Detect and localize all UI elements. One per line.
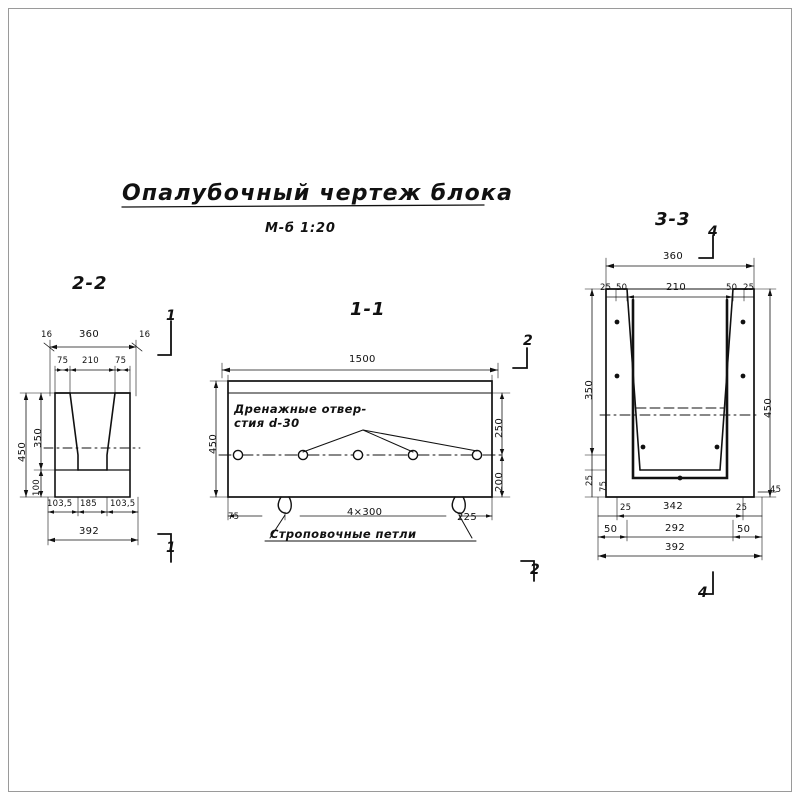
dim-33-left-75: 75 bbox=[599, 480, 609, 492]
dim-33-t50b: 50 bbox=[726, 283, 738, 293]
dim-22-top-width: 360 bbox=[79, 329, 99, 340]
dim-33-bottom-50a: 50 bbox=[604, 524, 618, 535]
view11-outline bbox=[228, 381, 492, 497]
dim-33-t210: 210 bbox=[666, 282, 686, 293]
note-slings: Строповочные петли bbox=[270, 527, 417, 541]
view-label-1-1: 1-1 bbox=[350, 299, 386, 320]
view22-left-wall-inner bbox=[70, 393, 78, 470]
view33-rebar-dot bbox=[715, 445, 720, 450]
section-mark-4-top-label: 4 bbox=[708, 224, 718, 240]
dim-22-right-edge: 16 bbox=[139, 330, 151, 340]
dim-22-height-350: 350 bbox=[33, 428, 44, 448]
dim-22-bottom-185: 185 bbox=[80, 499, 97, 509]
dim-33-bottom-292: 292 bbox=[665, 523, 685, 534]
dim-22-height-100: 100 bbox=[32, 479, 42, 496]
section-mark-4-bottom-label: 4 bbox=[698, 585, 708, 601]
dim-22-chain-210: 210 bbox=[82, 356, 99, 366]
dim-33-right-450: 450 bbox=[763, 398, 774, 418]
view33-rebar-dot bbox=[615, 374, 620, 379]
dim-33-bottom-342: 342 bbox=[663, 501, 683, 512]
section-mark-1-top bbox=[158, 321, 171, 355]
view11-drain-hole bbox=[472, 450, 481, 459]
dim-11-right-250: 250 bbox=[494, 418, 505, 438]
dim-11-length: 1500 bbox=[349, 354, 376, 365]
view33-rebar-dot bbox=[741, 374, 746, 379]
view33-rebar-dot bbox=[678, 476, 683, 481]
dim-33-t25a: 25 bbox=[600, 283, 612, 293]
dim-33-t50a: 50 bbox=[616, 283, 628, 293]
dim-33-left-350: 350 bbox=[584, 380, 595, 400]
dim-22-chain-75a: 75 bbox=[57, 356, 69, 366]
view33-rebar-dot bbox=[641, 445, 646, 450]
dim-22-bottom-103b: 103,5 bbox=[110, 499, 136, 509]
note-drain-line1: Дренажные отвер- bbox=[234, 402, 367, 416]
dim-33-bottom-total: 392 bbox=[665, 542, 685, 553]
dim-33-bottom-50b: 50 bbox=[737, 524, 751, 535]
view-label-3-3: 3-3 bbox=[655, 209, 691, 230]
note-drain-line2: стия d-30 bbox=[234, 416, 300, 430]
view33-rebar-dot bbox=[741, 320, 746, 325]
view22-outline bbox=[55, 393, 130, 497]
section-mark-2-top bbox=[513, 348, 527, 368]
dim-11-spacing: 4×300 bbox=[347, 507, 383, 518]
dim-22-bottom-total: 392 bbox=[79, 526, 99, 537]
page-title: Опалубочный чертеж блока bbox=[122, 181, 514, 206]
dim-33-mark-45: 45 bbox=[770, 485, 782, 495]
dim-11-left-75: 75 bbox=[228, 512, 240, 522]
dim-22-bottom-103a: 103,5 bbox=[47, 499, 73, 509]
dim-33-left-25: 25 bbox=[585, 474, 595, 486]
dim-33-t25b: 25 bbox=[743, 283, 755, 293]
section-mark-1-top-label: 1 bbox=[166, 308, 176, 324]
page-subtitle: М-б 1:20 bbox=[265, 221, 336, 236]
view33-rebar-cage bbox=[633, 300, 727, 478]
view33-outline bbox=[606, 289, 754, 497]
view22-right-wall-inner bbox=[107, 393, 115, 470]
view11-drain-hole bbox=[233, 450, 242, 459]
view11-drain-hole bbox=[353, 450, 362, 459]
dim-33-bottom-25a: 25 bbox=[620, 503, 632, 513]
dim-33-top-total: 360 bbox=[663, 251, 683, 262]
dim-22-height-450: 450 bbox=[17, 442, 28, 462]
dim-33-bottom-25b: 25 bbox=[736, 503, 748, 513]
view11-sling-loop bbox=[278, 497, 291, 513]
view-label-2-2: 2-2 bbox=[72, 273, 108, 294]
section-mark-2-top-label: 2 bbox=[523, 333, 533, 349]
dim-11-right-200: 200 bbox=[494, 472, 505, 492]
view33-rebar-dot bbox=[615, 320, 620, 325]
dim-22-left-edge: 16 bbox=[41, 330, 53, 340]
view11-sling-loop bbox=[452, 497, 465, 513]
dim-22-chain-75b: 75 bbox=[115, 356, 127, 366]
section-mark-2-bottom-label: 2 bbox=[530, 562, 540, 578]
section-mark-1-bottom-label: 1 bbox=[166, 540, 176, 556]
dim-11-height-450: 450 bbox=[208, 434, 219, 454]
dim-11-right-225: 225 bbox=[457, 512, 477, 523]
